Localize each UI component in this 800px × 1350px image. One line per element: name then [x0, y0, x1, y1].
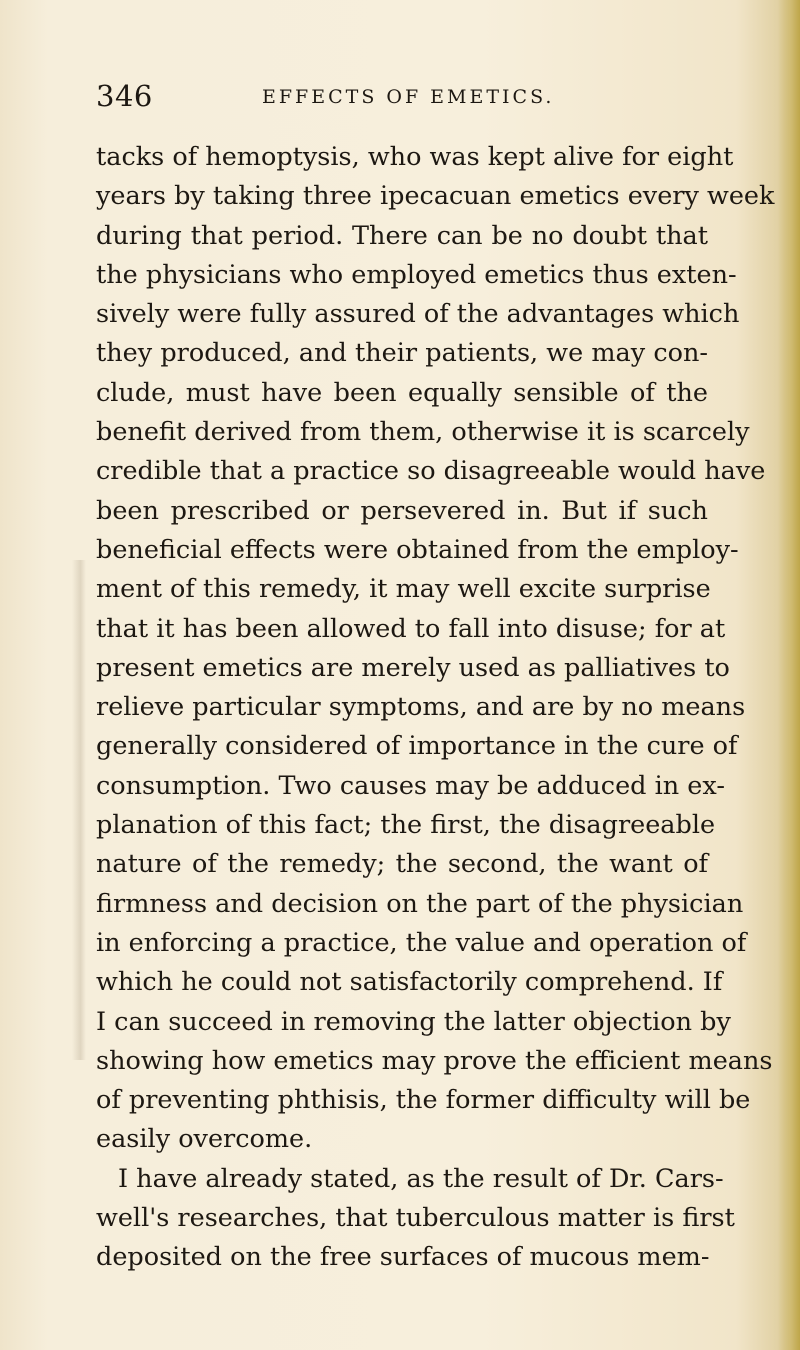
text-line-25: of preventing phthisis, the former difficulty will be — [96, 1085, 751, 1116]
text-line-8: benefit derived from them, otherwise it is scarcely — [96, 417, 750, 448]
text-line-14: present emetics are merely used as palliatives to — [96, 652, 730, 683]
page-fold-shadow — [72, 560, 86, 1060]
text-line-23: I can succeed in removing the latter objection by — [96, 1006, 731, 1037]
text-line-6: they produced, and their patients, we may con- — [96, 338, 708, 369]
text-line-2: years by taking three ipecacuan emetics every week — [96, 181, 775, 212]
text-line-9: credible that a practice so disagreeable would have — [96, 456, 766, 487]
text-line-20: firmness and decision on the part of the physician — [96, 888, 744, 919]
text-line-18: planation of this fact; the first, the disagreeable — [96, 810, 716, 841]
text-line-19: nature of the remedy; the second, the want of — [96, 849, 708, 880]
text-line-11: beneficial effects were obtained from the employ- — [96, 534, 739, 565]
text-line-27: I have already stated, as the result of Dr. Cars- — [118, 1163, 724, 1194]
page-edge-discoloration — [778, 0, 800, 1350]
text-line-3: during that period. There can be no doubt that — [96, 220, 708, 251]
text-line-7: clude, must have been equally sensible of the — [96, 377, 708, 408]
text-line-4: the physicians who employed emetics thus exten- — [96, 259, 737, 290]
text-line-28: well's researches, that tuberculous matter is first — [96, 1203, 735, 1234]
page-header — [96, 76, 716, 116]
text-line-1: tacks of hemoptysis, who was kept alive for eight — [96, 142, 734, 172]
text-line-22: which he could not satisfactorily comprehend. If — [96, 967, 723, 998]
running-head: EFFECTS OF EMETICS. — [262, 86, 555, 108]
text-line-16: generally considered of importance in the cure of — [96, 731, 738, 762]
text-line-17: consumption. Two causes may be adduced in ex- — [96, 770, 725, 801]
text-line-26: easily overcome. — [96, 1124, 313, 1155]
text-line-12: ment of this remedy, it may well excite surprise — [96, 574, 711, 605]
text-line-5: sively were fully assured of the advantages which — [96, 299, 740, 330]
text-line-10: been prescribed or persevered in. But if such — [96, 495, 708, 526]
text-line-24: showing how emetics may prove the efficient means — [96, 1045, 773, 1076]
text-line-29: deposited on the free surfaces of mucous mem- — [96, 1242, 710, 1273]
page-number: 346 — [96, 79, 153, 113]
text-line-21: in enforcing a practice, the value and operation of — [96, 927, 747, 958]
text-line-13: that it has been allowed to fall into disuse; for at — [96, 613, 726, 644]
text-line-15: relieve particular symptoms, and are by no means — [96, 692, 746, 723]
body-text — [96, 138, 775, 1278]
